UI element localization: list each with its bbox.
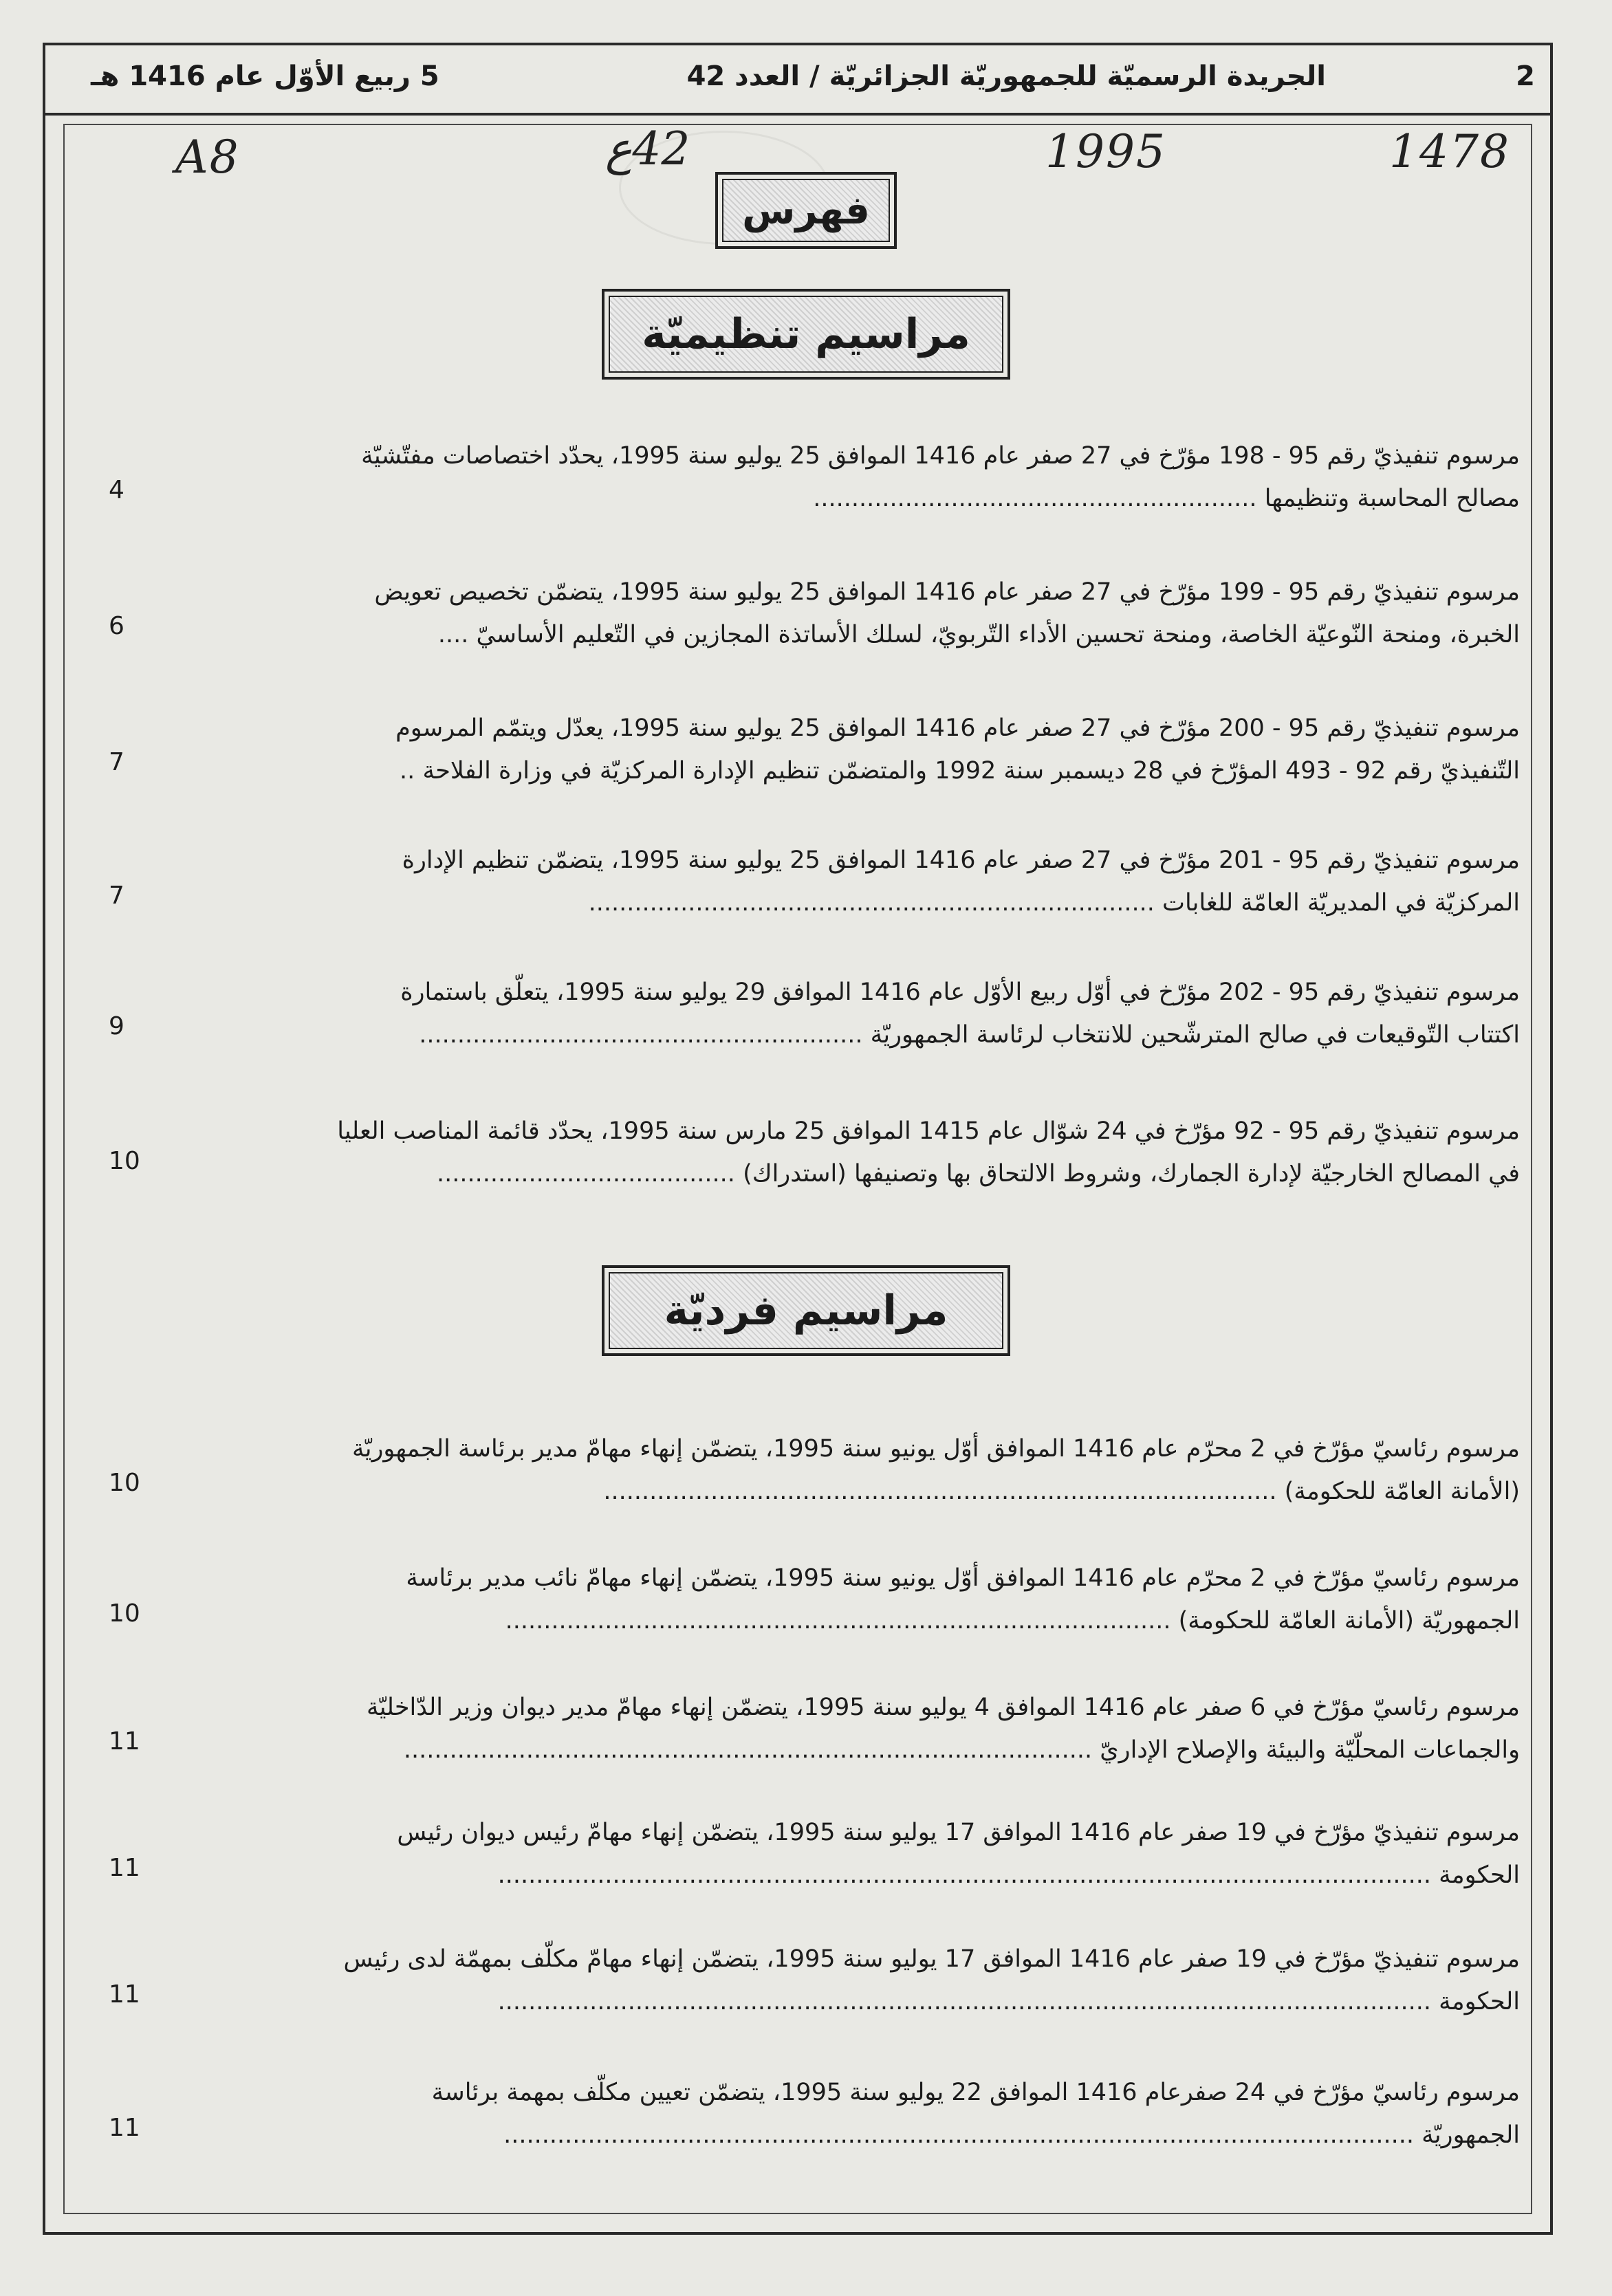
index-title-box xyxy=(715,172,897,249)
entry-line-2: الجمهوريّة xyxy=(1422,2121,1520,2149)
entry-page-number: 11 xyxy=(109,1727,140,1756)
entry-page-number: 10 xyxy=(109,1599,140,1628)
regulatory-decrees-title: مراسيم تنظيميّة xyxy=(609,296,1003,373)
entry-line-1: مرسوم تنفيذيّ رقم 95 - 201 مؤرّخ في 27 صفر عام 1416 الموافق 25 يوليو سنة 1995، يتضمّن تنظيم الإدارة xyxy=(402,846,1520,874)
entry-page-number: 9 xyxy=(109,1012,124,1040)
entry-line-1: مرسوم تنفيذيّ مؤرّخ في 19 صفر عام 1416 الموافق 17 يوليو سنة 1995، يتضمّن إنهاء مهامّ رئيس ديوان رئيس xyxy=(397,1819,1520,1846)
leader-dots: .......................................................... xyxy=(813,485,1257,512)
leader-dots: ........................................................................................ xyxy=(603,1478,1277,1505)
index-title: فهرس xyxy=(722,179,890,242)
entry-line-2: الخبرة، ومنحة النّوعيّة الخاصة، ومنحة تحسين الأداء التّربويّ، لسلك الأساتذة المجازين في التّعليم الأساسيّ xyxy=(476,621,1520,648)
entry-page-number: 10 xyxy=(109,1147,140,1175)
entry-line-2: التّنفيذيّ رقم 92 - 493 المؤرّخ في 28 ديسمبر سنة 1992 والمتضمّن تنظيم الإدارة المركزيّة في وزارة الفلاحة xyxy=(422,757,1520,785)
leader-dots: .......................................................................................................................... xyxy=(497,1988,1431,2015)
header-date: 5 ربيع الأوّل عام 1416 هـ xyxy=(91,61,439,92)
leader-dots: .......................................................... xyxy=(419,1021,863,1049)
entry-line-2: في المصالح الخارجيّة لإدارة الجمارك، وشروط الالتحاق بها وتصنيفها (استدراك) xyxy=(743,1160,1520,1188)
toc-entry[interactable] xyxy=(89,1686,1520,1771)
entry-page-number: 6 xyxy=(109,612,124,640)
handwritten-issue: 42ع xyxy=(605,122,690,175)
toc-entry[interactable] xyxy=(89,1557,1520,1642)
leader-dots: .......................................................................................... xyxy=(403,1736,1093,1764)
entry-line-2: اكتتاب التّوقيعات في صالح المترشّحين للانتخاب لرئاسة الجمهوريّة xyxy=(870,1021,1520,1049)
handwritten-number: 1478 xyxy=(1389,125,1510,178)
toc-entry[interactable] xyxy=(89,1938,1520,2023)
individual-decrees-title: مراسيم فرديّة xyxy=(609,1272,1003,1349)
page-number: 2 xyxy=(1516,61,1535,92)
journal-title: الجريدة الرسميّة للجمهوريّة الجزائريّة / العدد 42 xyxy=(686,61,1326,92)
entry-line-2: (الأمانة العامّة للحكومة) xyxy=(1284,1478,1520,1505)
entry-line-1: مرسوم تنفيذيّ رقم 95 - 92 مؤرّخ في 24 شوّال عام 1415 الموافق 25 مارس سنة 1995، يحدّد قائمة المناصب العليا xyxy=(337,1117,1520,1145)
entry-page-number: 4 xyxy=(109,476,124,504)
toc-entry[interactable] xyxy=(89,707,1520,792)
toc-entry[interactable] xyxy=(89,1428,1520,1513)
leader-dots: ....................................... xyxy=(437,1160,735,1188)
entry-line-1: مرسوم تنفيذيّ رقم 95 - 198 مؤرّخ في 27 صفر عام 1416 الموافق 25 يوليو سنة 1995، يحدّد اختصاصات مفتّشيّة xyxy=(361,442,1520,470)
individual-title-box xyxy=(602,1265,1010,1356)
toc-entry[interactable] xyxy=(89,1811,1520,1896)
entry-line-1: مرسوم رئاسيّ مؤرّخ في 6 صفر عام 1416 الموافق 4 يوليو سنة 1995، يتضمّن إنهاء مهامّ مدير ديوان وزير الدّاخليّة xyxy=(366,1694,1520,1721)
toc-entry[interactable] xyxy=(89,971,1520,1056)
entry-line-1: مرسوم رئاسيّ مؤرّخ في 2 محرّم عام 1416 الموافق أوّل يونيو سنة 1995، يتضمّن إنهاء مهامّ نائب مدير برئاسة xyxy=(406,1564,1520,1592)
toc-entry[interactable] xyxy=(89,2071,1520,2156)
entry-line-2: الحكومة xyxy=(1439,1988,1520,2015)
entry-line-1: مرسوم رئاسيّ مؤرّخ في 2 محرّم عام 1416 الموافق أوّل يونيو سنة 1995، يتضمّن إنهاء مهامّ مدير برئاسة الجمهوريّة xyxy=(352,1435,1520,1463)
handwritten-year: 1995 xyxy=(1045,125,1166,178)
page-header xyxy=(43,43,1553,116)
regulatory-title-box xyxy=(602,289,1010,380)
entry-line-2: الحكومة xyxy=(1439,1861,1520,1889)
entry-page-number: 11 xyxy=(109,2114,140,2142)
leader-dots: ....................................................................................................................... xyxy=(503,2121,1415,2149)
handwritten-ref-a8: A8 xyxy=(175,131,240,184)
entry-page-number: 7 xyxy=(109,748,124,776)
entry-line-1: مرسوم تنفيذيّ رقم 95 - 202 مؤرّخ في أوّل ربيع الأوّل عام 1416 الموافق 29 يوليو سنة 1995، يتعلّق باستمارة xyxy=(400,978,1520,1006)
entry-line-1: مرسوم تنفيذيّ رقم 95 - 199 مؤرّخ في 27 صفر عام 1416 الموافق 25 يوليو سنة 1995، يتضمّن تخصيص تعويض xyxy=(374,578,1520,606)
entry-page-number: 7 xyxy=(109,882,124,910)
toc-entry[interactable] xyxy=(89,1110,1520,1195)
leader-dots: .. xyxy=(400,757,415,785)
entry-line-2: مصالح المحاسبة وتنظيمها xyxy=(1264,485,1520,512)
entry-line-1: مرسوم رئاسيّ مؤرّخ في 24 صفرعام 1416 الموافق 22 يوليو سنة 1995، يتضمّن تعيين مكلّف بمهمة برئاسة xyxy=(431,2079,1520,2106)
leader-dots: .... xyxy=(437,621,469,648)
leader-dots: ....................................................................................... xyxy=(505,1607,1171,1634)
entry-page-number: 11 xyxy=(109,1854,140,1882)
toc-entry[interactable] xyxy=(89,839,1520,924)
leader-dots: .......................................................................................................................... xyxy=(497,1861,1431,1889)
entry-line-1: مرسوم تنفيذيّ مؤرّخ في 19 صفر عام 1416 الموافق 17 يوليو سنة 1995، يتضمّن إنهاء مهامّ مكلّف بمهمّة لدى رئيس xyxy=(343,1945,1520,1973)
leader-dots: .......................................................................... xyxy=(588,889,1155,917)
toc-entry[interactable] xyxy=(89,435,1520,520)
toc-entry[interactable] xyxy=(89,571,1520,656)
entry-page-number: 11 xyxy=(109,1980,140,2009)
entry-line-2: الجمهوريّة (الأمانة العامّة للحكومة) xyxy=(1178,1607,1520,1634)
entry-page-number: 10 xyxy=(109,1469,140,1497)
entry-line-1: مرسوم تنفيذيّ رقم 95 - 200 مؤرّخ في 27 صفر عام 1416 الموافق 25 يوليو سنة 1995، يعدّل ويتمّم المرسوم xyxy=(395,714,1520,742)
entry-line-2: المركزيّة في المديريّة العامّة للغابات xyxy=(1162,889,1520,917)
entry-line-2: والجماعات المحلّيّة والبيئة والإصلاح الإداريّ xyxy=(1100,1736,1520,1764)
